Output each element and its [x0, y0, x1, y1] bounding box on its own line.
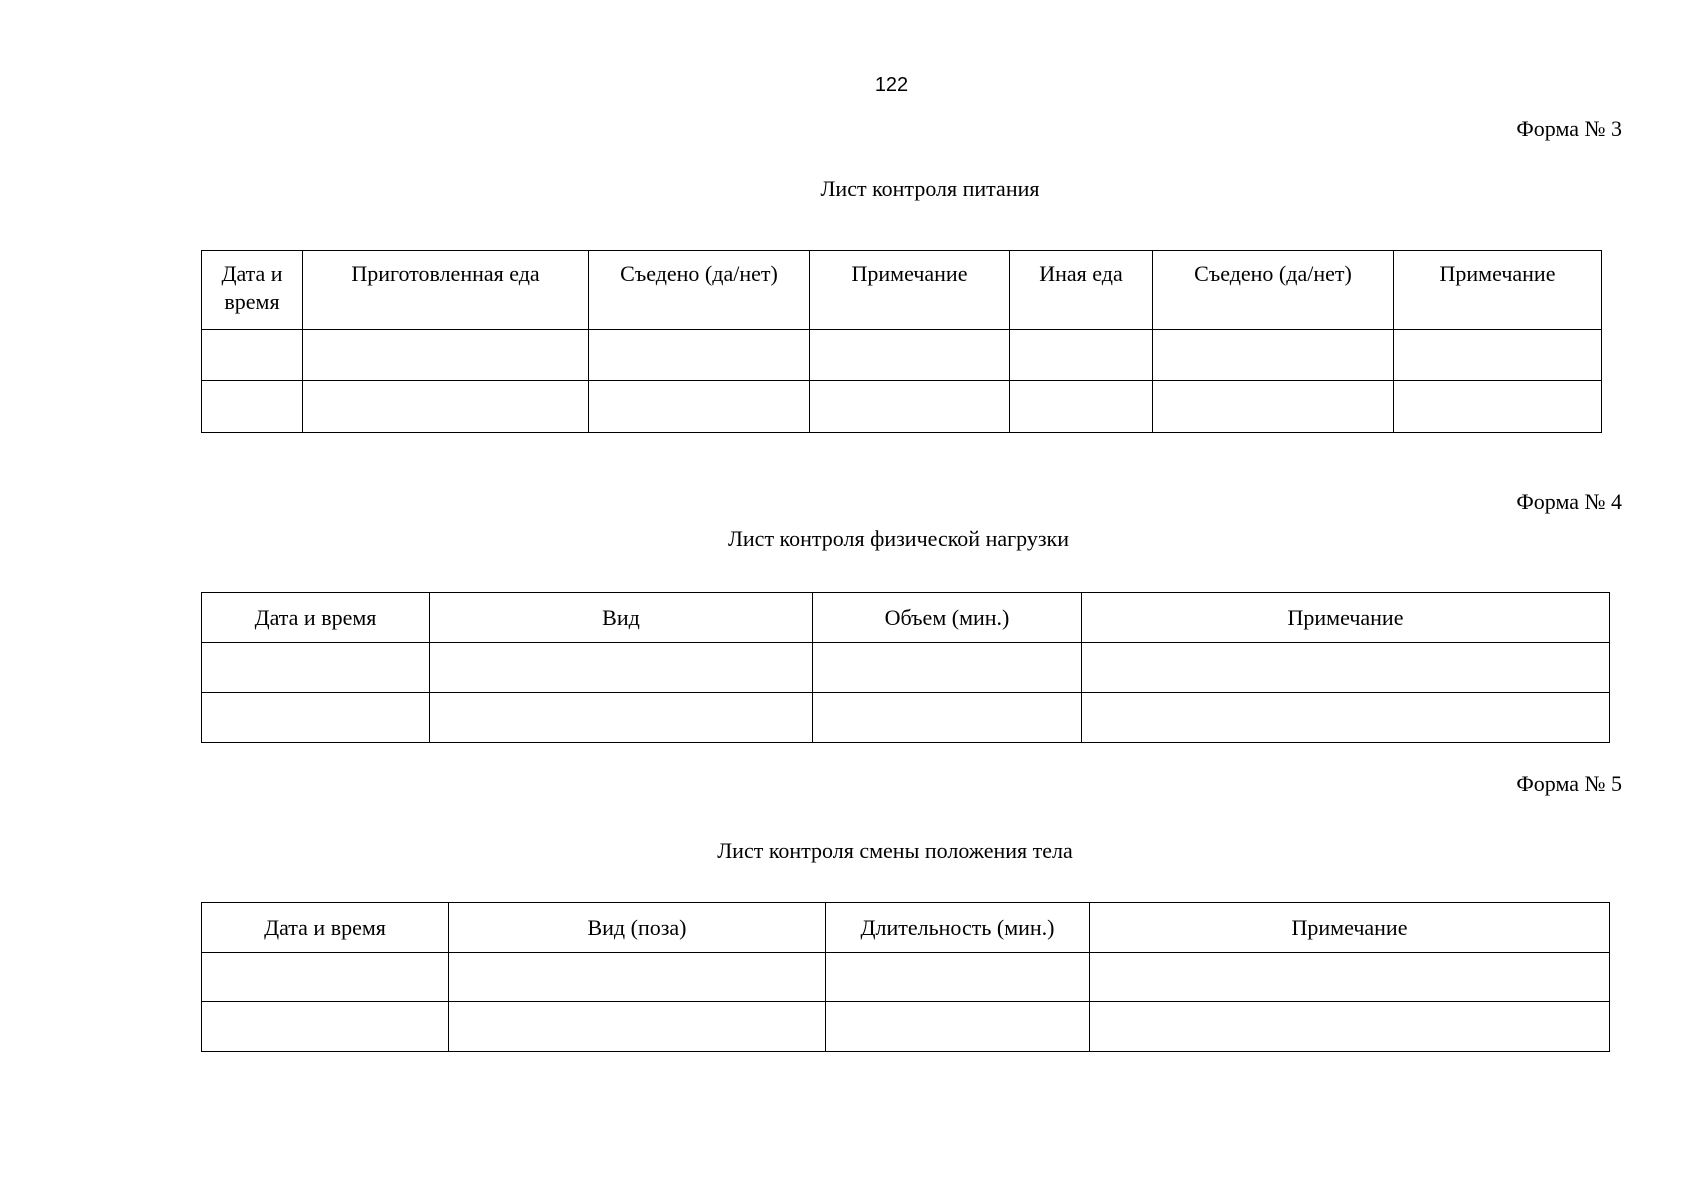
- table-cell[interactable]: [1090, 1002, 1610, 1052]
- table-cell[interactable]: [810, 381, 1010, 433]
- column-header: Примечание: [1090, 903, 1610, 953]
- table-cell[interactable]: [202, 1002, 449, 1052]
- column-header: Примечание: [1082, 593, 1610, 643]
- table-cell[interactable]: [813, 643, 1082, 693]
- table-cell[interactable]: [1082, 643, 1610, 693]
- table-header-row: [202, 593, 1610, 643]
- table-cell[interactable]: [1082, 693, 1610, 743]
- table-cell[interactable]: [202, 381, 303, 433]
- column-header: Длительность (мин.): [826, 903, 1090, 953]
- column-header: Вид: [430, 593, 813, 643]
- table-cell[interactable]: [202, 330, 303, 381]
- form5-title: Лист контроля смены положения тела: [717, 838, 1073, 863]
- table-header-row: [202, 251, 1602, 330]
- column-header: Съедено (да/нет): [1153, 251, 1394, 330]
- table-cell[interactable]: [449, 953, 826, 1002]
- column-header: Дата и время: [202, 593, 430, 643]
- form4-title: Лист контроля физической нагрузки: [727, 526, 1069, 551]
- table-row: [202, 953, 1610, 1002]
- column-header: Приготовленная еда: [303, 251, 589, 330]
- food-control-table: [201, 250, 1602, 433]
- table-cell[interactable]: [1394, 330, 1602, 381]
- table-cell[interactable]: [1153, 381, 1394, 433]
- column-header: Иная еда: [1010, 251, 1153, 330]
- table-cell[interactable]: [589, 330, 810, 381]
- table-cell[interactable]: [430, 693, 813, 743]
- table-cell[interactable]: [813, 693, 1082, 743]
- table-cell[interactable]: [1010, 381, 1153, 433]
- form5-label: Форма № 5: [1516, 771, 1622, 796]
- table-cell[interactable]: [202, 693, 430, 743]
- table-cell[interactable]: [303, 330, 589, 381]
- form4-label: Форма № 4: [1516, 489, 1622, 514]
- table-cell[interactable]: [1153, 330, 1394, 381]
- form3-label: Форма № 3: [1516, 116, 1622, 141]
- table-row: [202, 643, 1610, 693]
- column-header: Дата и время: [202, 251, 303, 330]
- table-cell[interactable]: [449, 1002, 826, 1052]
- table-cell[interactable]: [430, 643, 813, 693]
- column-header: Объем (мин.): [813, 593, 1082, 643]
- table-cell[interactable]: [202, 643, 430, 693]
- body-position-table: [201, 902, 1610, 1052]
- column-header: Примечание: [1394, 251, 1602, 330]
- table-cell[interactable]: [1394, 381, 1602, 433]
- table-row: [202, 1002, 1610, 1052]
- table-cell[interactable]: [303, 381, 589, 433]
- table-header-row: [202, 903, 1610, 953]
- column-header: Съедено (да/нет): [589, 251, 810, 330]
- table-cell[interactable]: [1010, 330, 1153, 381]
- table-cell[interactable]: [202, 953, 449, 1002]
- table-row: [202, 330, 1602, 381]
- table-row: [202, 693, 1610, 743]
- table-cell[interactable]: [810, 330, 1010, 381]
- page-number: 122: [874, 74, 909, 96]
- table-cell[interactable]: [826, 953, 1090, 1002]
- form3-title: Лист контроля питания: [820, 176, 1040, 201]
- table-row: [202, 381, 1602, 433]
- column-header: Дата и время: [202, 903, 449, 953]
- column-header: Вид (поза): [449, 903, 826, 953]
- physical-activity-table: [201, 592, 1610, 743]
- table-cell[interactable]: [826, 1002, 1090, 1052]
- table-cell[interactable]: [589, 381, 810, 433]
- table-cell[interactable]: [1090, 953, 1610, 1002]
- column-header: Примечание: [810, 251, 1010, 330]
